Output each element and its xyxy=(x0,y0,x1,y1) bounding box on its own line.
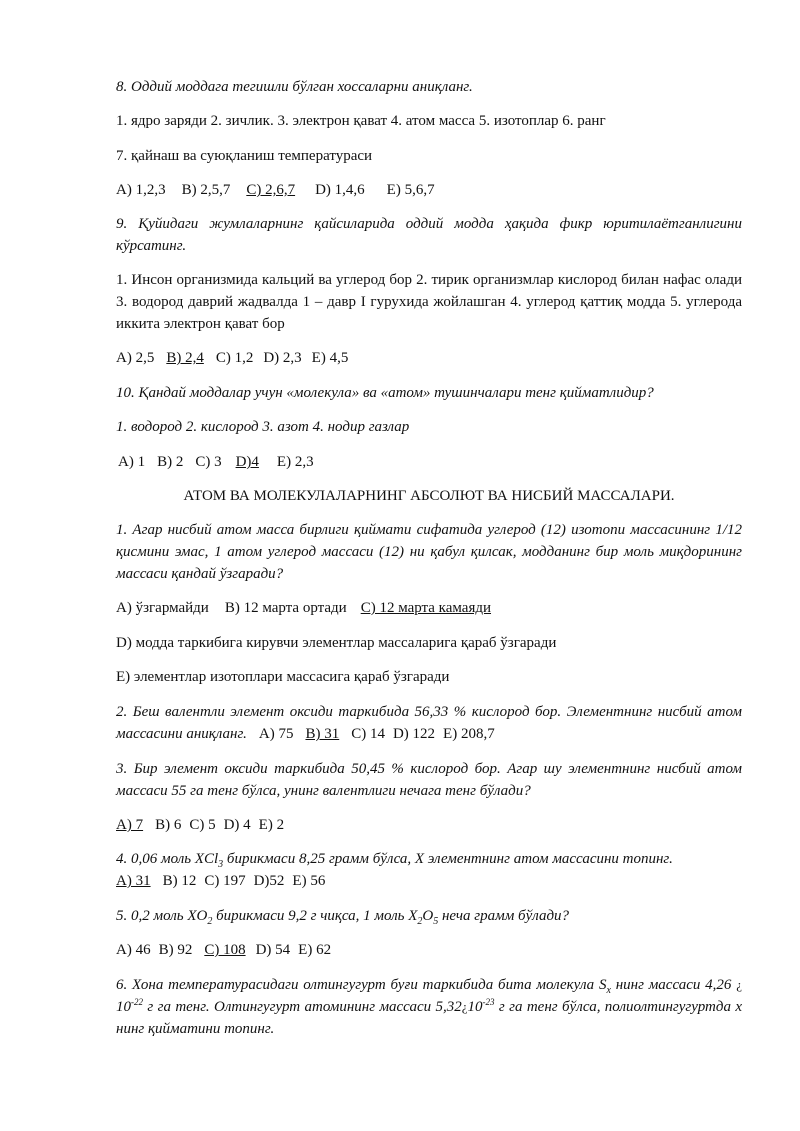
glyph-placeholder: ¿ xyxy=(461,999,468,1014)
section-question-3: 3. Бир элемент оксиди таркибида 50,45 % кислород бор. Агар шу элементнинг нисбий атом массаси 55 га тенг бўлса, унинг валентлиги нечага тенг бўлади? xyxy=(116,761,742,799)
section-question-5-options xyxy=(116,939,742,961)
question-text-g: 10 xyxy=(467,999,483,1015)
option-c: C) 197 xyxy=(204,873,246,889)
question-8: 8. Оддий моддага тегишли бўлган хоссаларни аниқланг. xyxy=(116,79,473,95)
option-b-correct: B) 31 xyxy=(305,726,340,742)
option-a-correct: A) 7 xyxy=(116,817,144,833)
option-b: B) 12 марта ортади xyxy=(224,600,347,616)
question-8-items-line2: 7. қайнаш ва суюқланиш температураси xyxy=(116,148,373,164)
option-b: B) 6 xyxy=(155,817,182,833)
superscript: -22 xyxy=(131,997,143,1007)
question-9-statements: 1. Инсон организмида кальций ва углерод бор 2. тирик организмлар кислород билан нафас олади 3. водород даврий жадвалда 1 – давр I гурухида жойлашган 4. углерод қаттиқ модда 5. углерода иккита электрон қават бор xyxy=(116,272,742,332)
option-d: D) 122 xyxy=(392,726,436,742)
option-d: D) 1,4,6 xyxy=(315,182,365,198)
section-question-2 xyxy=(116,701,742,745)
section-question-4 xyxy=(116,848,742,870)
question-text-c: O xyxy=(422,908,434,924)
option-a: A) 1 xyxy=(118,454,146,470)
question-text-d: неча грамм бўлади? xyxy=(438,908,570,924)
glyph-placeholder: ¿ xyxy=(736,977,742,992)
option-a: A) 2,5 xyxy=(116,350,155,366)
question-9-options xyxy=(116,347,742,369)
section-question-1-options xyxy=(116,597,742,619)
question-10: 10. Қандай моддалар учун «молекула» ва «атом» тушинчалари тенг қийматлидир? xyxy=(116,385,654,401)
section-question-3-options xyxy=(116,814,742,836)
option-d-correct: D)4 xyxy=(235,454,259,470)
option-a: A) 1,2,3 xyxy=(116,182,166,198)
question-text-d: 10 xyxy=(116,999,131,1015)
section-question-5 xyxy=(116,905,742,927)
question-text-a: 5. 0,2 моль XO xyxy=(116,908,208,924)
question-9: 9. Қуйидаги жумлаларнинг қайсиларида оддий модда ҳақида фикр юритилаётганлигини кўрсатинг. xyxy=(116,216,742,254)
question-text-b: бирикмаси 8,25 грамм бўлса, X элементнинг атом массасини топинг. xyxy=(223,851,673,867)
question-8-options xyxy=(116,179,742,201)
option-e: E) 5,6,7 xyxy=(386,182,435,198)
question-text-b: бирикмаси 9,2 г чиқса, 1 моль X xyxy=(212,908,418,924)
option-a: A) ўзгармайди xyxy=(116,600,209,616)
option-e: E) 4,5 xyxy=(311,350,349,366)
option-d: D)52 xyxy=(253,873,285,889)
section-title: АТОМ ВА МОЛЕКУЛАЛАРНИНГ АБСОЛЮТ ВА НИСБИЙ МАССАЛАРИ. xyxy=(183,488,675,504)
option-c-correct: C) 12 марта камаяди xyxy=(360,600,492,616)
subscript: x xyxy=(606,985,611,996)
question-text-e: г га тенг. Олтингугурт атомининг массаси 5,32 xyxy=(143,999,462,1015)
section-question-1-option-d: D) модда таркибига кирувчи элементлар массаларига қараб ўзгаради xyxy=(116,635,557,651)
option-e: E) 208,7 xyxy=(443,726,495,742)
option-b-correct: B) 2,4 xyxy=(166,350,204,366)
option-c: C) 5 xyxy=(189,817,216,833)
question-10-options xyxy=(118,451,744,473)
option-c: C) 14 xyxy=(351,726,385,742)
option-a: A) 75 xyxy=(258,726,294,742)
option-a: A) 46 xyxy=(116,942,151,958)
option-d: D) 2,3 xyxy=(263,350,302,366)
question-10-items: 1. водород 2. кислород 3. азот 4. нодир газлар xyxy=(116,419,410,435)
option-e: E) 62 xyxy=(298,942,332,958)
option-b: B) 12 xyxy=(162,873,197,889)
subscript: 5 xyxy=(433,916,439,927)
question-8-items-line1: 1. ядро заряди 2. зичлик. 3. электрон қават 4. атом масса 5. изотоплар 6. ранг xyxy=(116,113,606,129)
question-text-h: г га тенг бўлса, полиолтингугуртда x нинг қийматини топинг. xyxy=(116,999,742,1037)
option-d: D) 54 xyxy=(255,942,291,958)
section-question-6 xyxy=(116,974,742,1040)
option-b: B) 2,5,7 xyxy=(181,182,231,198)
subscript: 3 xyxy=(218,859,224,870)
option-c-correct: C) 108 xyxy=(204,942,246,958)
option-e: E) 2 xyxy=(258,817,285,833)
option-e: E) 2,3 xyxy=(276,454,314,470)
subscript: 2 xyxy=(207,916,213,927)
option-b: B) 92 xyxy=(158,942,193,958)
option-b: B) 2 xyxy=(157,454,184,470)
section-question-4-options xyxy=(116,870,742,892)
question-text-a: 4. 0,06 моль XCl xyxy=(116,851,219,867)
option-e: E) 56 xyxy=(292,873,326,889)
section-question-1-option-e: E) элементлар изотоплари массасига қараб ўзгаради xyxy=(116,669,450,685)
question-text: 2. Беш валентли элемент оксиди таркибида 56,33 % кислород бор. Элементнинг нисбий атом массасини аниқланг. xyxy=(116,704,742,742)
option-c: C) 3 xyxy=(195,454,222,470)
section-question-1: 1. Агар нисбий атом масса бирлиги қиймати сифатида углерод (12) изотопи массасининг 1/12 қисмини эмас, 1 атом углерод массаси (12) ни қабул қилсак, модданинг бир моль миқдорининг массаси қандай ўзгаради? xyxy=(116,522,742,582)
superscript: -23 xyxy=(482,997,495,1007)
question-text-b: нинг массаси 4,26 xyxy=(610,977,737,993)
question-text-a: 6. Хона температурасидаги олтингугурт буғи таркибида бита молекула S xyxy=(116,977,607,993)
subscript: 2 xyxy=(417,916,423,927)
option-c: C) 1,2 xyxy=(215,350,254,366)
option-c-correct: C) 2,6,7 xyxy=(246,182,296,198)
option-a-correct: A) 31 xyxy=(116,873,151,889)
option-d: D) 4 xyxy=(223,817,251,833)
